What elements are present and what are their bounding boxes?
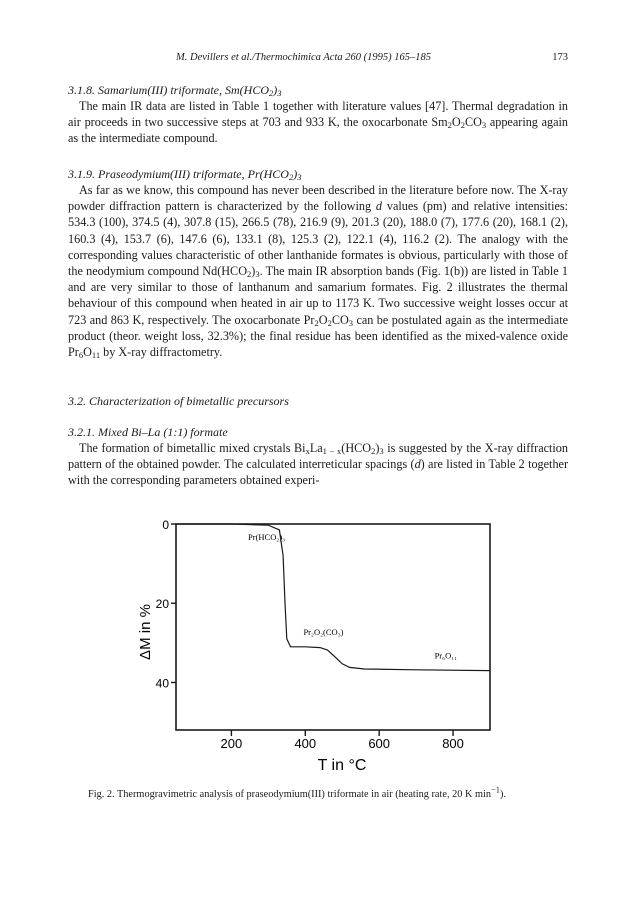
annotation-label: Pr(HCO₂)₃ [248,531,286,542]
figure-caption: Fig. 2. Thermogravimetric analysis of praseodymium(III) triformate in air (heating rate, 20 K $\min^{-1}$). [88,784,507,800]
heading-3-1-9: 3.1.9. Praseodymium(III) triformate, $Pr(HCO_2)_3$ [68,167,302,182]
paragraph-praseodymium: As far as we know, this compound has never been described in the literature before now. The X-ray powder diffraction pattern is characterized by the following d values (pm) and relative intensities: 534.3 (100), 374.5 (4), 307.8 (15), 266.5 (78), 216.9 (9), 201.3 (20), 188.0 (7), 177.6 (20), 168.1 (2), 160.3 (4), 153.7 (6), 147.6 (6), 133.1 (8), 125.3 (2), 122.1 (4), 116.2 (2). The analogy with the corresponding values characteristic of other lanthanide formates is obvious, particularly with those of the neodymium compound $Nd(HCO_2)_3$. The main IR absorption bands (Fig. 1(b)) are listed in Table 1 and are very similar to those of lanthanum and samarium formates. Fig. 2 illustrates the thermal behaviour of this compound when heated in air up to 1173 K. Two successive weight losses occur at 723 and 863 K, respectively. The oxocarbonate $Pr_2O_2CO_3$ can be postulated again as the intermediate product (theor. weight loss, 32.3%); the final residue has been identified as the mixed-valence oxide $Pr_6O_{11}$ by X-ray diffractometry. [68,183,568,361]
running-title: M. Devillers et al./Thermochimica Acta 260 (1995) 165–185 [176,52,431,63]
paragraph-samarium: The main IR data are listed in Table 1 together with literature values [47]. Thermal degradation in air proceeds in two successive steps at 703 and 933 K, the oxocarbonate $Sm_2O_2CO_3$ appearing again as the intermediate compound. [68,99,568,146]
x-axis-label: T in °C [317,757,367,774]
curve-annotations [248,532,457,661]
y-axis-ticks [156,520,176,690]
annotation-label: Pr₂O₂(CO₃) [303,626,344,637]
page-number: 173 [552,52,568,63]
x-tick-label: 800 [442,736,464,751]
x-tick-label: 200 [220,736,243,751]
tga-curve [176,524,490,671]
x-tick-label: 600 [368,736,391,751]
heading-3-2: 3.2. Characterization of bimetallic precursors [68,394,289,408]
heading-3-2-1: 3.2.1. Mixed Bi–La (1:1) formate [68,425,228,439]
paragraph-bi-la: The formation of bimetallic mixed crystals $Bi_xLa_{1 - x}(HCO_2)_3$ is suggested by the X-ray diffraction pattern of the obtained powder. The calculated interreticular spacings (d) are listed in Table 2 together with the corresponding parameters obtained experi- [68,441,568,488]
y-axis-label: ΔM in % [137,604,154,660]
y-tick-label: 40 [155,676,169,691]
x-axis-ticks [221,730,464,751]
tga-chart [132,520,502,775]
annotation-label: Pr₆O₁₁ [434,650,458,661]
y-tick-label: 0 [162,520,169,532]
y-tick-label: 20 [155,597,169,612]
running-header [68,52,568,68]
heading-3-1-8: 3.1.8. Samarium(III) triformate, $Sm(HCO_2)_3$ [68,83,282,98]
x-tick-label: 400 [294,736,317,751]
